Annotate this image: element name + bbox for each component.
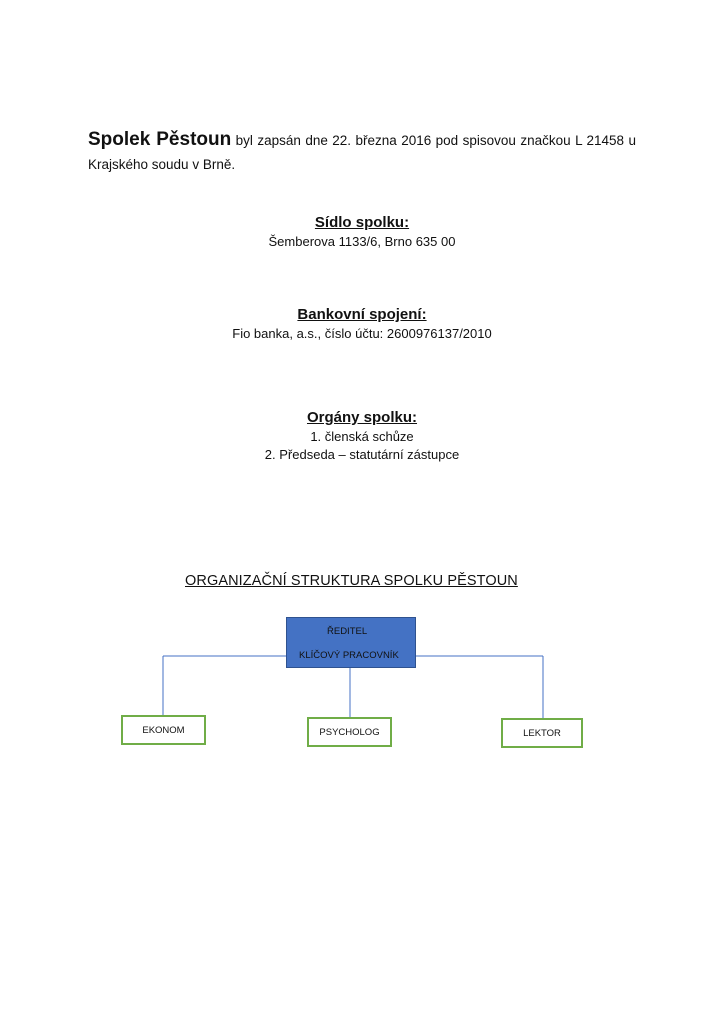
org-chart-title: ORGANIZAČNÍ STRUKTURA SPOLKU PĚSTOUN xyxy=(185,573,518,589)
bodies-item: 1. členská schůze xyxy=(310,429,414,444)
bodies-section xyxy=(0,408,724,464)
unit-box-ekonom xyxy=(121,715,206,745)
director-label: ŘEDITEL xyxy=(327,626,368,637)
bank-section xyxy=(0,305,724,343)
seat-heading: Sídlo spolku: xyxy=(314,214,410,231)
unit-label: EKONOM xyxy=(142,724,185,736)
key-worker-label: KLÍČOVÝ PRACOVNÍK xyxy=(299,650,399,661)
unit-label: LEKTOR xyxy=(523,727,561,739)
seat-address: Šemberova 1133/6, Brno 635 00 xyxy=(268,234,456,249)
seat-section xyxy=(0,213,724,251)
registration-text: byl zapsán dne 22. března 2016 pod spisovou značkou L 21458 u Krajského soudu v Brně. xyxy=(88,133,636,172)
unit-box-lektor xyxy=(501,718,583,748)
bank-heading: Bankovní spojení: xyxy=(297,306,427,323)
bodies-item: 2. Předseda – statutární zástupce xyxy=(264,447,460,462)
director-box xyxy=(286,617,416,668)
bank-details: Fio banka, a.s., číslo účtu: 2600976137/2010 xyxy=(232,326,492,341)
organization-name: Spolek Pěstoun xyxy=(88,129,232,150)
unit-box-psycholog xyxy=(307,717,392,747)
bodies-heading: Orgány spolku: xyxy=(306,409,418,426)
intro-paragraph xyxy=(88,128,636,177)
unit-label: PSYCHOLOG xyxy=(319,726,380,738)
